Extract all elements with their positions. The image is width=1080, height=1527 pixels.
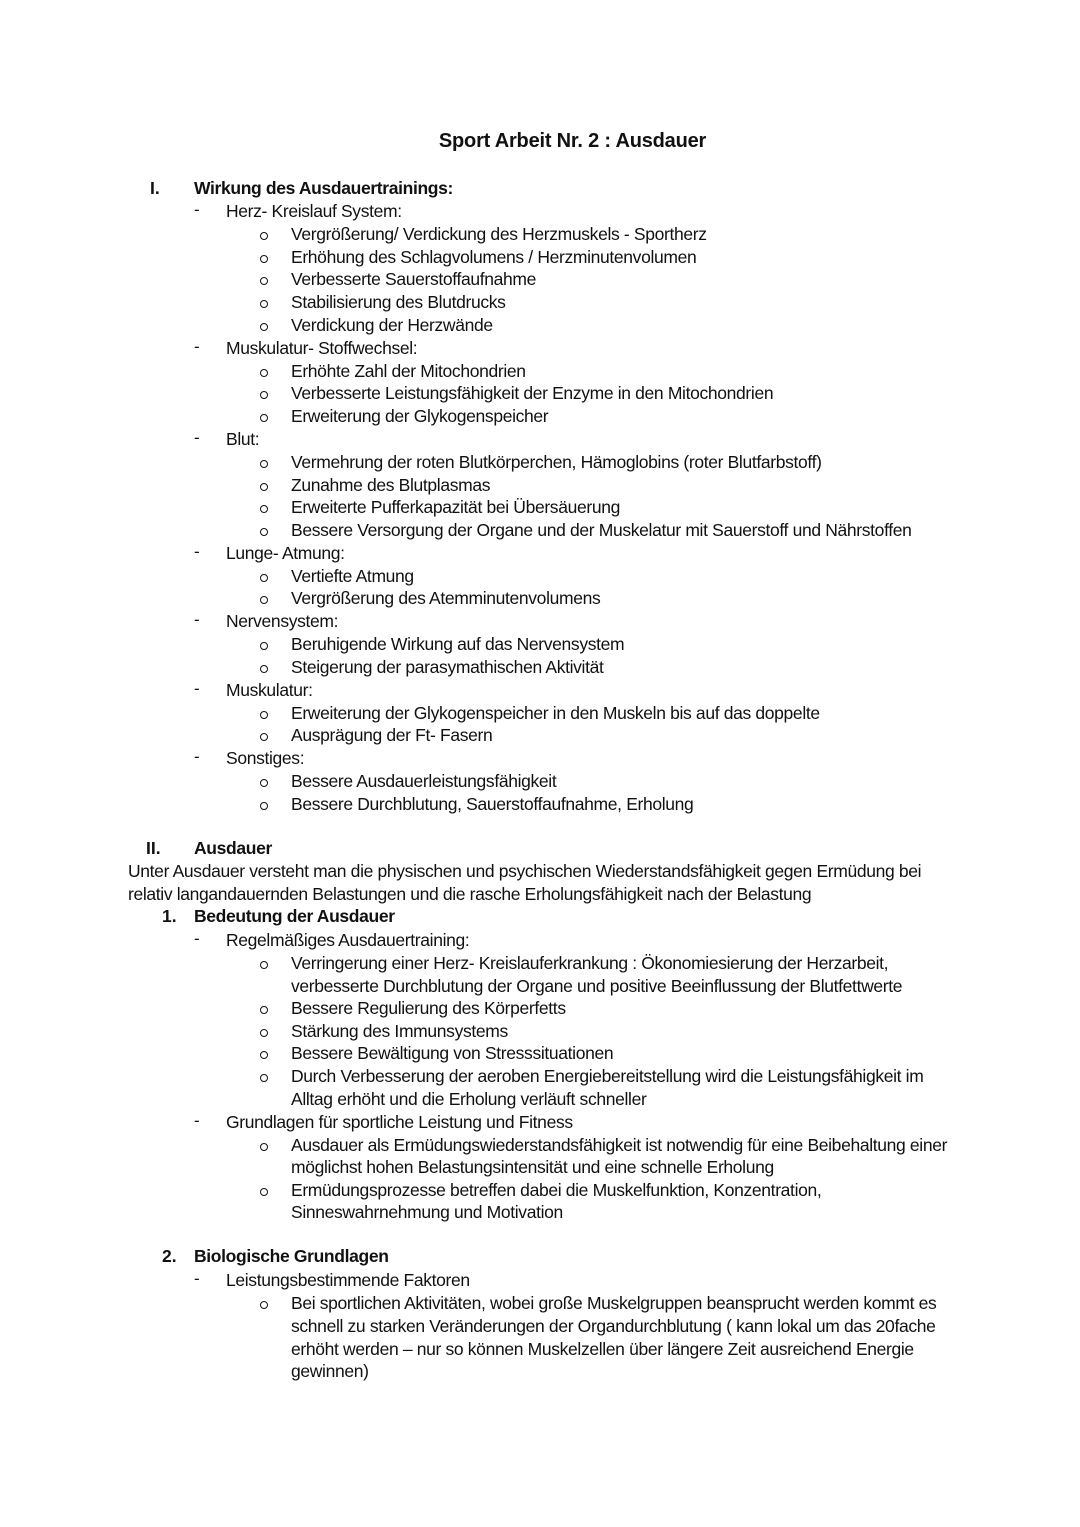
- list-item: Ermüdungsprozesse betreffen dabei die Muskelfunktion, Konzentration,: [291, 1180, 822, 1200]
- circle-bullet-icon: [258, 633, 272, 655]
- list-item: Steigerung der parasymathischen Aktivität: [291, 657, 604, 677]
- circle-bullet-icon: [258, 1042, 272, 1064]
- circle-bullet-icon: [258, 702, 272, 724]
- section-2-number: II.: [146, 838, 161, 858]
- list-item: Erhöhte Zahl der Mitochondrien: [291, 361, 526, 381]
- list-item: Ausdauer als Ermüdungswiederstandsfähigkeit ist notwendig für eine Beibehaltung einer: [291, 1135, 948, 1155]
- circle-bullet-icon: [258, 291, 272, 313]
- group-label: Blut:: [226, 429, 260, 449]
- circle-bullet-icon: [258, 360, 272, 382]
- group-label: Muskulatur- Stoffwechsel:: [226, 338, 418, 358]
- circle-bullet-icon: [258, 519, 272, 541]
- section-1-heading: Wirkung des Ausdauertrainings:: [194, 178, 454, 198]
- circle-bullet-icon: [258, 997, 272, 1019]
- dash-marker: -: [194, 337, 200, 356]
- circle-bullet-icon: [258, 1179, 272, 1201]
- list-item-continuation: schnell zu starken Veränderungen der Organdurchblutung ( kann lokal um das 20fache: [291, 1316, 936, 1336]
- list-item: Stärkung des Immunsystems: [291, 1021, 508, 1041]
- list-item: Zunahme des Blutplasmas: [291, 475, 491, 495]
- subsection-2-number: 2.: [162, 1246, 177, 1266]
- circle-bullet-icon: [258, 223, 272, 245]
- circle-bullet-icon: [258, 496, 272, 518]
- subsection-1-number: 1.: [162, 906, 177, 926]
- list-item-continuation: erhöht werden – nur so können Muskelzellen über längere Zeit ausreichend Energie: [291, 1339, 914, 1359]
- list-item: Ausprägung der Ft- Fasern: [291, 725, 493, 745]
- circle-bullet-icon: [258, 1065, 272, 1087]
- list-item: Erweiterte Pufferkapazität bei Übersäuerung: [291, 497, 620, 517]
- circle-bullet-icon: [258, 793, 272, 815]
- list-item-continuation: verbesserte Durchblutung der Organe und positive Beeinflussung der Blutfettwerte: [291, 976, 903, 996]
- dash-marker: -: [194, 1111, 200, 1130]
- list-item: Verdickung der Herzwände: [291, 315, 493, 335]
- circle-bullet-icon: [258, 587, 272, 609]
- group-label: Leistungsbestimmende Faktoren: [226, 1270, 470, 1290]
- list-item: Stabilisierung des Blutdrucks: [291, 292, 506, 312]
- circle-bullet-icon: [258, 268, 272, 290]
- circle-bullet-icon: [258, 405, 272, 427]
- section-2-intro-line: Unter Ausdauer versteht man die physischen und psychischen Wiederstandsfähigkeit gegen Ermüdung bei: [128, 861, 922, 881]
- group-label: Grundlagen für sportliche Leistung und Fitness: [226, 1112, 573, 1132]
- dash-marker: -: [194, 929, 200, 948]
- dash-marker: -: [194, 200, 200, 219]
- list-item: Vermehrung der roten Blutkörperchen, Hämoglobins (roter Blutfarbstoff): [291, 452, 822, 472]
- circle-bullet-icon: [258, 451, 272, 473]
- list-item: Vertiefte Atmung: [291, 566, 414, 586]
- dash-marker: -: [194, 610, 200, 629]
- circle-bullet-icon: [258, 246, 272, 268]
- list-item: Verbesserte Sauerstoffaufnahme: [291, 269, 537, 289]
- list-item: Beruhigende Wirkung auf das Nervensystem: [291, 634, 625, 654]
- subsection-2-heading: Biologische Grundlagen: [194, 1246, 389, 1266]
- circle-bullet-icon: [258, 1292, 272, 1314]
- circle-bullet-icon: [258, 770, 272, 792]
- list-item: Bessere Regulierung des Körperfetts: [291, 998, 566, 1018]
- dash-marker: -: [194, 542, 200, 561]
- circle-bullet-icon: [258, 314, 272, 336]
- list-item: Verbesserte Leistungsfähigkeit der Enzyme in den Mitochondrien: [291, 383, 774, 403]
- subsection-1-heading: Bedeutung der Ausdauer: [194, 906, 395, 926]
- group-label: Muskulatur:: [226, 680, 313, 700]
- list-item: Vergrößerung/ Verdickung des Herzmuskels - Sportherz: [291, 224, 707, 244]
- list-item: Bessere Ausdauerleistungsfähigkeit: [291, 771, 557, 791]
- list-item: Bessere Durchblutung, Sauerstoffaufnahme, Erholung: [291, 794, 694, 814]
- circle-bullet-icon: [258, 724, 272, 746]
- circle-bullet-icon: [258, 382, 272, 404]
- section-2-heading: Ausdauer: [194, 838, 272, 858]
- circle-bullet-icon: [258, 1020, 272, 1042]
- circle-bullet-icon: [258, 1134, 272, 1156]
- list-item: Durch Verbesserung der aeroben Energiebereitstellung wird die Leistungsfähigkeit im: [291, 1066, 924, 1086]
- list-item: Verringerung einer Herz- Kreislauferkrankung : Ökonomiesierung der Herzarbeit,: [291, 953, 889, 973]
- dash-marker: -: [194, 1269, 200, 1288]
- list-item-continuation: Alltag erhöht und die Erholung verläuft schneller: [291, 1089, 647, 1109]
- dash-marker: -: [194, 428, 200, 447]
- group-label: Regelmäßiges Ausdauertraining:: [226, 930, 470, 950]
- dash-marker: -: [194, 747, 200, 766]
- section-2-intro-line: relativ langandauernden Belastungen und die rasche Erholungsfähigkeit nach der Belastung: [128, 884, 812, 904]
- list-item: Bessere Versorgung der Organe und der Muskelatur mit Sauerstoff und Nährstoffen: [291, 520, 912, 540]
- circle-bullet-icon: [258, 656, 272, 678]
- group-label: Sonstiges:: [226, 748, 305, 768]
- list-item: Erweiterung der Glykogenspeicher: [291, 406, 549, 426]
- circle-bullet-icon: [258, 474, 272, 496]
- circle-bullet-icon: [258, 952, 272, 974]
- list-item: Erhöhung des Schlagvolumens / Herzminutenvolumen: [291, 247, 697, 267]
- list-item: Vergrößerung des Atemminutenvolumens: [291, 588, 601, 608]
- group-label: Lunge- Atmung:: [226, 543, 345, 563]
- dash-marker: -: [194, 679, 200, 698]
- list-item: Bei sportlichen Aktivitäten, wobei große Muskelgruppen beansprucht werden kommt es: [291, 1293, 937, 1313]
- list-item: Bessere Bewältigung von Stresssituationen: [291, 1043, 614, 1063]
- list-item-continuation: möglichst hohen Belastungsintensität und eine schnelle Erholung: [291, 1157, 774, 1177]
- group-label: Nervensystem:: [226, 611, 339, 631]
- group-label: Herz- Kreislauf System:: [226, 201, 402, 221]
- document-title: Sport Arbeit Nr. 2 : Ausdauer: [438, 130, 707, 152]
- section-1-number: I.: [150, 178, 160, 198]
- circle-bullet-icon: [258, 565, 272, 587]
- list-item-continuation: Sinneswahrnehmung und Motivation: [291, 1202, 563, 1222]
- list-item-continuation: gewinnen): [291, 1361, 369, 1381]
- list-item: Erweiterung der Glykogenspeicher in den Muskeln bis auf das doppelte: [291, 703, 820, 723]
